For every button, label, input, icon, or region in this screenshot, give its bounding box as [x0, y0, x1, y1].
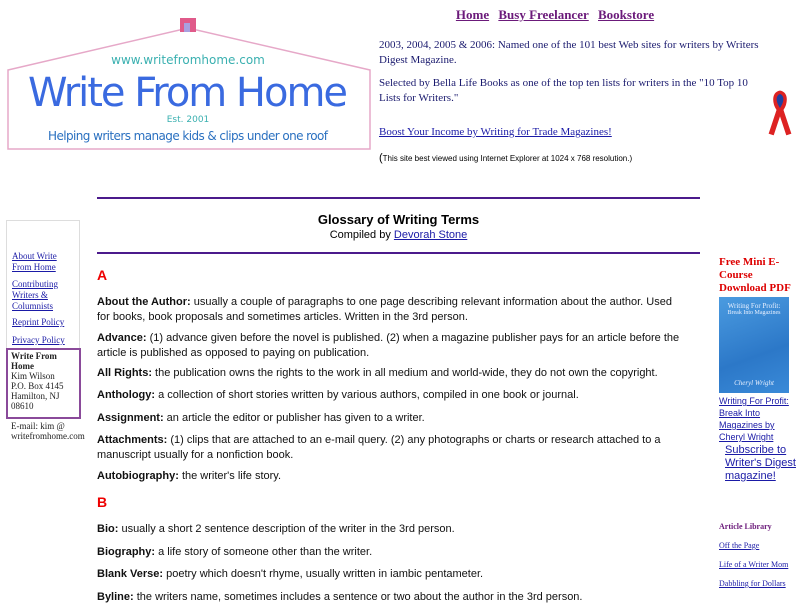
glossary-entry: Blank Verse: poetry which doesn't rhyme, usually written in iambic pentameter. — [97, 568, 484, 580]
glossary-entry: Byline: the writers name, sometimes includes a sentence or two about the author in the 3rd person. — [97, 591, 583, 603]
sidebar-contributing[interactable]: Contributing Writers & Columnists — [12, 279, 59, 311]
boost-income-link[interactable]: Boost Your Income by Writing for Trade Magazines! — [379, 126, 612, 138]
glossary-entry: Advance: (1) advance given before the novel is published. (2) when a magazine publisher pays for an article before the article is published as opposed to paying on publication. — [97, 332, 680, 359]
sidebar-about[interactable]: About Write From Home — [12, 251, 57, 272]
glossary-entry: Assignment: an article the editor or publisher has given to a writer. — [97, 412, 425, 424]
right-column — [719, 256, 799, 588]
logo-name: Write From Home — [28, 70, 348, 116]
page-title: Glossary of Writing Terms — [317, 212, 480, 227]
address-title: Write From Home — [11, 351, 57, 371]
glossary-entry: Attachments: (1) clips that are attached to an e-mail query. (2) any photographs or charts or research attached to a manuscript usually for a nonfiction book. — [97, 434, 661, 461]
glossary-entry: About the Author: usually a couple of paragraphs to one page describing relevant information about the author. Used for books, book proposals and sometimes articles. Written in the 3rd person. — [97, 296, 672, 323]
glossary-entry: Bio: usually a short 2 sentence description of the writer in the 3rd person. — [97, 523, 455, 535]
article-library — [719, 522, 789, 588]
address-city: Hamilton, NJ 08610 — [11, 391, 60, 411]
logo-url: www.writefromhome.com — [111, 53, 265, 67]
glossary-entry: Anthology: a collection of short stories written by various authors, compiled in one book or journal. — [97, 389, 579, 401]
divider-bottom — [97, 252, 700, 254]
book-cover-image[interactable] — [719, 297, 789, 393]
glossary-entry: Autobiography: the writer's life story. — [97, 470, 282, 482]
cover-title: Writing For Profit: — [727, 302, 781, 310]
glossary-entry: Biography: a life story of someone other than the writer. — [97, 546, 373, 558]
logo-tagline: Helping writers manage kids & clips under one roof — [48, 129, 328, 143]
library-link[interactable]: Dabbling for Dollars — [719, 579, 786, 588]
sidebar-privacy[interactable]: Privacy Policy — [12, 335, 65, 345]
top-nav — [380, 7, 730, 23]
best-viewed-text: This site best viewed using Internet Explorer at 1024 x 768 resolution.) — [382, 154, 633, 163]
nav-bookstore[interactable]: Bookstore — [598, 7, 655, 22]
author-link[interactable]: Devorah Stone — [393, 229, 468, 241]
selected-text: Selected by Bella Life Books as one of the top ten lists for writers in the "10 Top 10 Lists for Writers." — [379, 77, 748, 104]
sidebar — [6, 220, 80, 350]
subscribe-link[interactable]: Subscribe to Writer's Digest magazine! — [725, 444, 796, 482]
paren: ( — [379, 152, 383, 164]
book-link[interactable]: Writing For Profit: Break Into Magazines by Cheryl Wright — [719, 396, 789, 442]
address-email[interactable]: E-mail: kim @ writefromhome.com — [11, 421, 85, 441]
section-letter: A — [97, 267, 108, 283]
site-logo[interactable] — [6, 14, 374, 154]
ribbon-icon — [766, 88, 794, 138]
contact-address — [6, 348, 85, 441]
glossary-entry: All Rights: the publication owns the rights to the work in all medium and world-wide, they do not own the copyright. — [97, 367, 658, 379]
nav-home[interactable]: Home — [455, 7, 490, 22]
nav-busy-freelancer[interactable]: Busy Freelancer — [498, 7, 589, 22]
mini-course-promo: Free Mini E-Course Download PDF — [719, 256, 791, 294]
logo-est: Est. 2001 — [166, 115, 210, 125]
best-viewed-note — [379, 152, 632, 164]
section-letter: B — [97, 494, 108, 510]
cover-author: Cheryl Wright — [734, 379, 774, 387]
compiled-by — [97, 229, 700, 241]
library-title: Article Library — [719, 522, 772, 531]
compiled-prefix: Compiled by — [329, 229, 394, 241]
library-link[interactable]: Off the Page — [719, 541, 760, 550]
divider-top — [97, 197, 700, 199]
library-link[interactable]: Life of a Writer Mom — [719, 560, 789, 569]
cover-subtitle: Break Into Magazines — [727, 310, 781, 316]
address-box: P.O. Box 4145 — [11, 381, 64, 391]
sidebar-reprint[interactable]: Reprint Policy — [12, 317, 65, 327]
address-name: Kim Wilson — [11, 371, 55, 381]
award-text: 2003, 2004, 2005 & 2006: Named one of the 101 best Web sites for writers by Writers Digest Magazine. — [379, 39, 759, 66]
